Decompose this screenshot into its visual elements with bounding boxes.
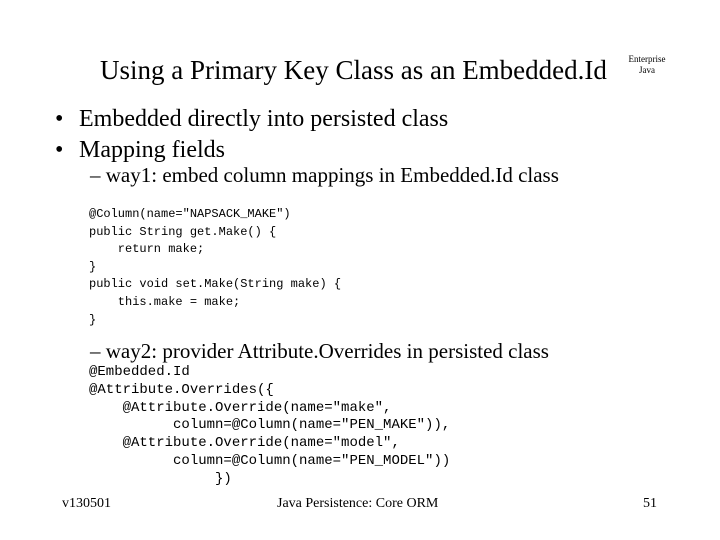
bullet-item-embedded bbox=[55, 106, 448, 133]
brand-line-1: Enterprise bbox=[628, 54, 666, 64]
slide-title: Using a Primary Key Class as an Embedded.Id bbox=[100, 55, 607, 85]
footer-course-title: Java Persistence: Core ORM bbox=[277, 496, 439, 511]
bullet-marker: • bbox=[55, 137, 64, 163]
footer-page-number: 51 bbox=[643, 496, 657, 511]
sub-bullet-way1: – way1: embed column mappings in Embedded.Id class bbox=[90, 163, 559, 187]
bullet-text: Embedded directly into persisted class bbox=[79, 106, 449, 132]
bullet-item-mapping bbox=[55, 137, 225, 164]
code-block-way1: @Column(name="NAPSACK_MAKE") public String get.Make() { return make; } public void set.Make(String make) { this.make = make; } bbox=[89, 207, 342, 327]
bullet-marker: • bbox=[55, 106, 64, 132]
sub-bullet-way2: – way2: provider Attribute.Overrides in persisted class bbox=[90, 339, 549, 363]
footer-version: v130501 bbox=[62, 496, 111, 511]
bullet-text: Mapping fields bbox=[79, 137, 225, 163]
brand-line-2: Java bbox=[639, 65, 655, 75]
brand-logo bbox=[622, 54, 672, 76]
code-block-way2: @Embedded.Id @Attribute.Overrides({ @Attribute.Override(name="make", column=@Column(name="PEN_MAKE")), @Attribute.Override(name="model", column=@Column(name="PEN_MODEL")) }) bbox=[89, 364, 451, 487]
